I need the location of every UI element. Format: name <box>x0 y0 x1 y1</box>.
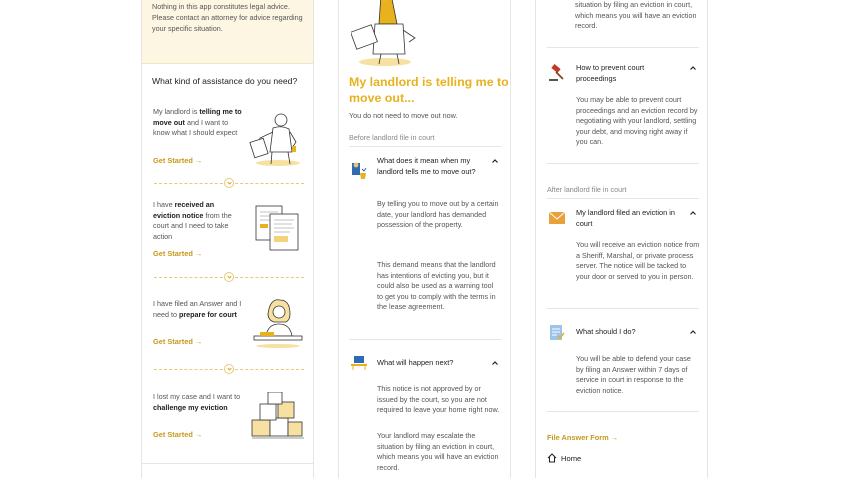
checklist-icon <box>548 324 566 342</box>
eviction-info-panel <box>535 0 708 478</box>
card-eviction-notice-text <box>153 200 243 242</box>
gavel-icon <box>548 64 566 82</box>
card-text-pre: I have filed an Answer and I need to <box>153 299 242 319</box>
get-started-link-prepare-court[interactable]: Get Started → <box>153 337 203 346</box>
moving-boxes-illustration <box>248 392 306 442</box>
legal-disclaimer-text: Nothing in this app constitutes legal advice. Please contact an attorney for advice regarding your specific situation. <box>152 2 303 33</box>
landlord-pointing-illustration <box>351 0 423 68</box>
continued-body-text: situation by filing an eviction in court, which means you will have an eviction record. <box>575 0 697 31</box>
page-title: My landlord is telling me to move out... <box>349 75 509 105</box>
card-text-pre: I lost my case and I want to <box>153 392 241 401</box>
card-text-pre: I have <box>153 200 175 209</box>
move-out-panel <box>338 0 511 478</box>
accordion-divider <box>349 339 501 340</box>
man-with-paper-illustration <box>248 108 306 168</box>
accordion-divider <box>547 411 699 412</box>
card-text-post: and I want to know what I should expect <box>153 117 238 138</box>
file-answer-form-link[interactable]: File Answer Form → <box>547 433 619 442</box>
chevron-up-icon[interactable] <box>689 328 697 336</box>
chevron-up-icon[interactable] <box>689 209 697 217</box>
chevron-up-icon[interactable] <box>689 64 697 72</box>
chevron-up-icon[interactable] <box>491 157 499 165</box>
assistance-question-heading: What kind of assistance do you need? <box>152 76 298 86</box>
accordion-divider <box>547 163 699 164</box>
woman-at-desk-illustration <box>250 296 306 350</box>
card-text-pre: My landlord is <box>153 107 200 116</box>
chevron-up-icon[interactable] <box>491 359 499 367</box>
accordion-title-prevent-court[interactable]: How to prevent court proceedings <box>576 63 645 83</box>
get-started-link-move-out[interactable]: Get Started → <box>153 156 203 165</box>
eviction-papers-illustration <box>252 204 304 256</box>
home-link-label: Home <box>561 453 582 463</box>
accordion-title-what-should-i-do[interactable]: What should I do? <box>576 327 636 336</box>
accordion-body-landlord-filed: You will receive an eviction notice from a Sheriff, Marshal, or private process server. The notice will be tacked to your door or served to you in person. <box>576 240 700 281</box>
accordion-divider <box>547 308 699 309</box>
panel-divider <box>142 463 314 464</box>
get-started-link-challenge-eviction[interactable]: Get Started → <box>153 430 203 439</box>
card-text-bold: telling me to move out <box>153 107 242 127</box>
chevron-down-icon <box>224 364 234 374</box>
accordion-title-landlord-filed[interactable]: My landlord filed an eviction in court <box>576 208 676 228</box>
card-challenge-eviction-text <box>153 392 243 413</box>
card-text-bold: received an eviction notice <box>153 200 215 220</box>
home-link[interactable] <box>547 452 581 464</box>
section-divider <box>547 198 699 199</box>
legal-disclaimer-box <box>142 0 314 64</box>
card-text-post: from the court and I need to take action <box>153 210 232 241</box>
accordion-divider <box>547 47 699 48</box>
assistance-panel <box>141 0 314 478</box>
section-label-after-court: After landlord file in court <box>547 185 627 194</box>
card-text-bold: prepare for court <box>178 309 237 319</box>
home-icon <box>547 453 557 463</box>
accordion-body-what-happens-next-2: Your landlord may escalate the situation by filing an eviction in court, which means you will have an eviction record. <box>377 431 499 472</box>
person-with-notice-icon <box>350 161 368 181</box>
envelope-icon <box>548 211 566 225</box>
accordion-body-what-happens-next-1: This notice is not approved by or issued by the court, so you are not required to leave your home right now. <box>377 384 500 415</box>
section-divider <box>349 146 501 147</box>
accordion-title-move-out-meaning[interactable]: What does it mean when my landlord tells me to move out? <box>377 156 476 176</box>
accordion-body-move-out-meaning-1: By telling you to move out by a certain date, your landlord has demanded possession of the property. <box>377 199 499 230</box>
chevron-down-icon <box>224 178 234 188</box>
accordion-body-move-out-meaning-2: This demand means that the landlord has intentions of evicting you, but it could also be used as a warning tool to get you to comply with the terms in the lease agreement. <box>377 260 496 312</box>
page-subtitle: You do not need to move out now. <box>349 111 458 120</box>
chevron-down-icon <box>224 272 234 282</box>
card-prepare-court-text <box>153 299 243 320</box>
card-text-bold: challenge my eviction <box>153 402 228 412</box>
card-move-out-text <box>153 107 243 139</box>
section-label-before-court: Before landlord file in court <box>349 133 435 142</box>
accordion-body-prevent-court: You may be able to prevent court proceedings and an eviction record by negotiating with your landlord, settling your debt, and moving right away if you can. <box>576 95 698 147</box>
get-started-link-eviction-notice[interactable]: Get Started → <box>153 249 203 258</box>
desk-computer-icon <box>350 354 368 370</box>
accordion-title-what-happens-next[interactable]: What will happen next? <box>377 358 454 367</box>
accordion-body-what-should-i-do: You will be able to defend your case by filing an Answer within 7 days of service in court in response to the eviction notice. <box>576 354 691 395</box>
